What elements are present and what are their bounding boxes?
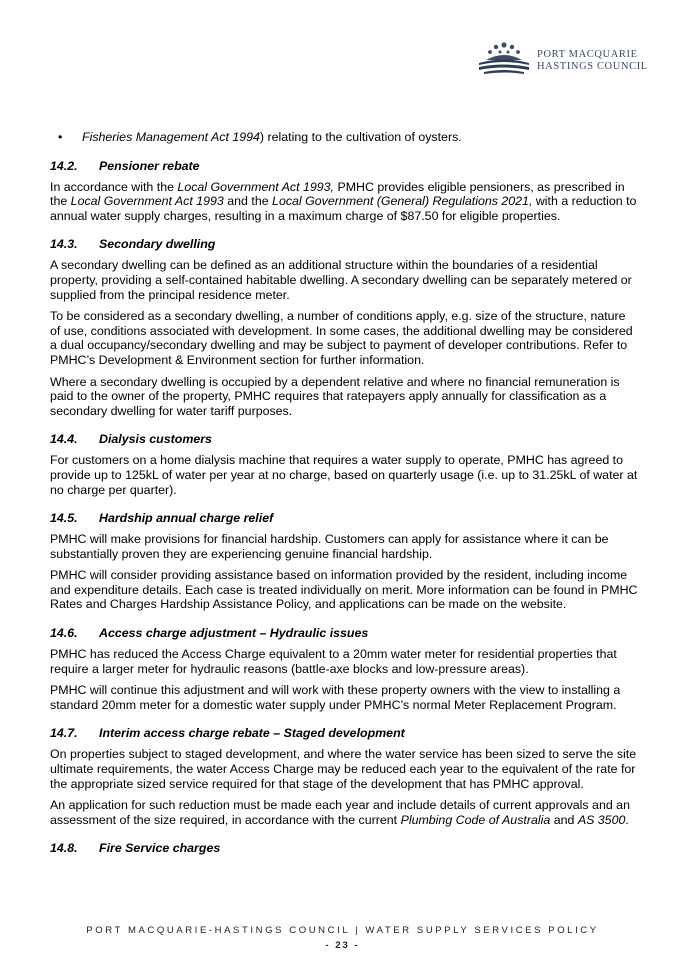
- italic-reference: Local Government (General) Regulations 2021,: [272, 194, 533, 209]
- page-number: - 23 -: [325, 940, 360, 951]
- section-title: Interim access charge rebate – Staged development: [99, 726, 405, 741]
- text-run: with a reduction to annual water supply charges, resulting in a maximum charge of $87.50 for eligible properties.: [50, 194, 637, 223]
- section-number: 14.8.: [50, 841, 78, 856]
- section: [50, 432, 638, 497]
- bullet-text: Fisheries Management Act 1994) relating to the cultivation of oysters.: [82, 130, 462, 144]
- footer-title: PORT MACQUARIE-HASTINGS COUNCIL | WATER SUPPLY SERVICES POLICY: [86, 925, 599, 936]
- paragraph: [50, 798, 638, 827]
- bullet-item: [50, 130, 638, 145]
- section-heading: [50, 726, 638, 741]
- paragraph: [50, 453, 638, 497]
- section-heading: [50, 626, 638, 641]
- section-number: 14.5.: [50, 511, 78, 526]
- section-title: Hardship annual charge relief: [99, 511, 274, 526]
- paragraph: [50, 375, 638, 419]
- paragraph: [50, 568, 638, 612]
- paragraph: [50, 180, 638, 224]
- paragraph: [50, 647, 638, 676]
- section-title: Access charge adjustment – Hydraulic issues: [99, 626, 369, 641]
- section-heading: [50, 432, 638, 447]
- section-number: 14.7.: [50, 726, 78, 741]
- logo-text-line2: HASTINGS COUNCIL: [537, 61, 648, 72]
- paragraph: [50, 747, 638, 791]
- section-heading: [50, 159, 638, 174]
- bullet-dot-icon: •: [58, 130, 63, 144]
- text-run: PMHC will make provisions for financial hardship. Customers can apply for assistance where it can be substantially proven they are experiencing genuine financial hardship.: [50, 532, 609, 561]
- paragraph: [50, 532, 638, 561]
- text-run: .: [625, 812, 629, 827]
- section: [50, 626, 638, 712]
- text-run: PMHC has reduced the Access Charge equivalent to a 20mm water meter for residential properties that require a larger meter for hydraulic reasons (battle-axe blocks and low-pressure areas).: [50, 647, 617, 676]
- section-heading: [50, 841, 638, 856]
- text-run: PMHC provides eligible pensioners, as prescribed in the: [50, 179, 625, 209]
- section-heading: [50, 237, 638, 252]
- section-title: Pensioner rebate: [99, 158, 200, 173]
- text-run: PMHC will consider providing assistance based on information provided by the resident, including income and expenditure details. Each case is treated individually on merit. More information can be found in PMHC Rates and Charges Hardship Assistance Policy, and applications can be made on the website.: [50, 568, 638, 612]
- text-run: and: [550, 812, 578, 827]
- text-run: Where a secondary dwelling is occupied by a dependent relative and where no financial remuneration is paid to the owner of the property, PMHC requires that ratepayers apply annually for classification as a secondary dwelling for water tariff purposes.: [50, 374, 620, 418]
- section-number: 14.3.: [50, 237, 78, 252]
- section: [50, 841, 638, 856]
- text-run: To be considered as a secondary dwelling, a number of conditions apply, e.g. size of the structure, nature of use, conditions associated with development. In some cases, the additional dwelling may be considered a dual occupancy/secondary dwelling and may be subject to payment of developer contributions. Refer to PMHC’s Development & Environment section for further information.: [50, 309, 633, 367]
- paragraph: [50, 683, 638, 712]
- document-body: [50, 130, 638, 870]
- section: [50, 726, 638, 827]
- section-title: Dialysis customers: [99, 432, 212, 447]
- logo-text-line1: PORT MACQUARIE: [537, 49, 638, 60]
- paragraph: [50, 309, 638, 367]
- section-number: 14.4.: [50, 432, 78, 447]
- section-number: 14.2.: [50, 158, 78, 173]
- section-title: Fire Service charges: [99, 841, 221, 856]
- text-run: On properties subject to staged development, and where the water service has been sized to serve the site ultimate requirements, the water Access Charge may be reduced each year to the equivalent of the rate for the appropriate sized service required for that stage of the development that has PMHC approval.: [50, 747, 637, 791]
- text-run: An application for such reduction must be made each year and include details of current approvals and an assessment of the size required, in accordance with the current: [50, 798, 630, 827]
- paragraph: [50, 258, 638, 302]
- text-run: For customers on a home dialysis machine that requires a water supply to operate, PMHC has agreed to provide up to 125kL of water per year at no charge, based on quarterly usage (i.e. up to 31.25kL of water at no charge per quarter).: [50, 453, 638, 497]
- sections-container: [50, 159, 638, 857]
- text-run: and the: [223, 194, 273, 209]
- section-heading: [50, 511, 638, 526]
- section: [50, 511, 638, 612]
- section: [50, 237, 638, 418]
- italic-reference: Plumbing Code of Australia: [400, 812, 551, 827]
- sun-over-water-icon: [476, 38, 532, 78]
- section-number: 14.6.: [50, 626, 78, 641]
- section: [50, 159, 638, 224]
- italic-reference: Local Government Act 1993,: [177, 179, 334, 194]
- section-title: Secondary dwelling: [99, 237, 216, 252]
- italic-reference: Local Government Act 1993: [70, 194, 224, 209]
- italic-reference: AS 3500: [577, 812, 626, 827]
- council-logo: [476, 38, 646, 78]
- text-run: In accordance with the: [50, 179, 178, 194]
- text-run: PMHC will continue this adjustment and will work with these property owners with the view to installing a standard 20mm meter for a domestic water supply under PMHC’s normal Meter Replacement Program.: [50, 683, 621, 712]
- text-run: A secondary dwelling can be defined as an additional structure within the boundaries of a residential property, providing a self-contained habitable dwelling. A secondary dwelling can be separately metered or supplied from the principal residence meter.: [50, 258, 632, 302]
